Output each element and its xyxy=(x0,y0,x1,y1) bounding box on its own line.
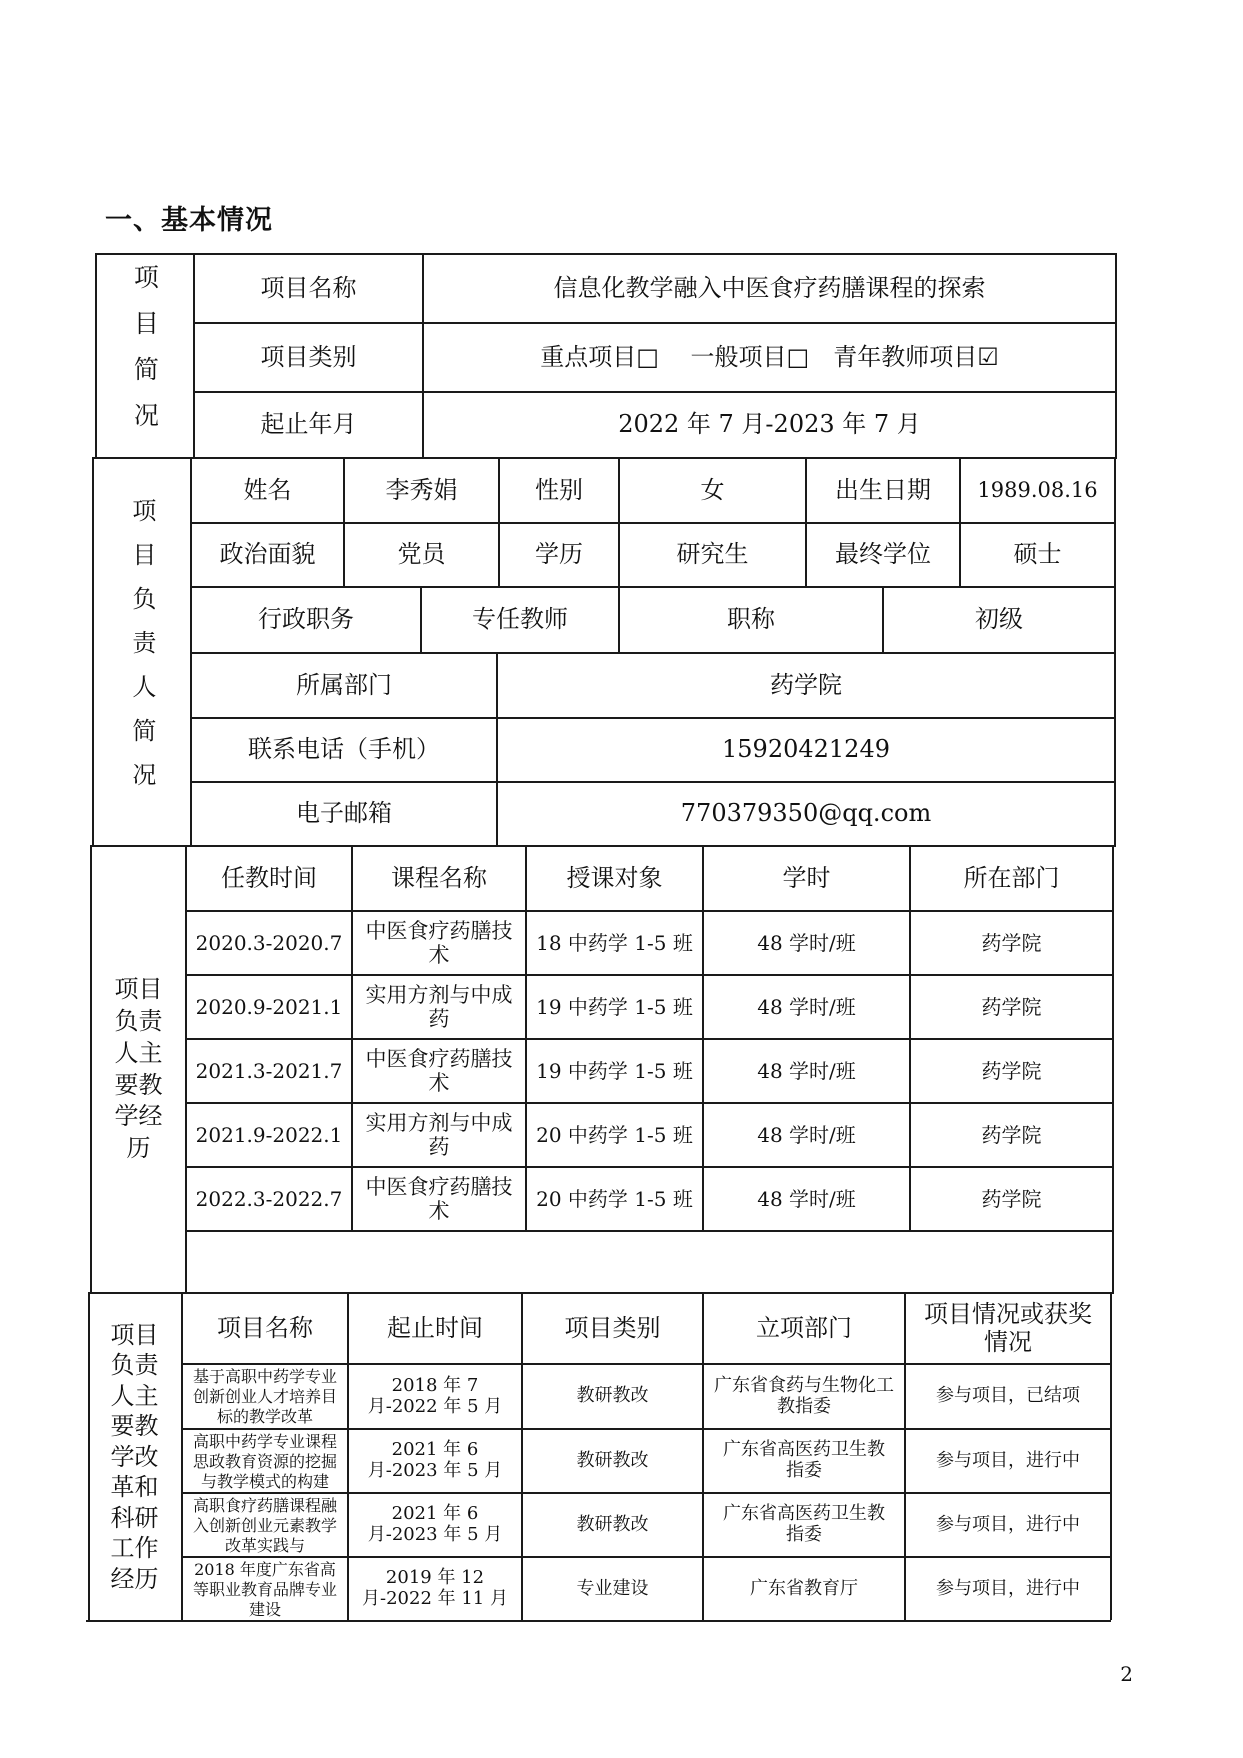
research-header: 项目情况或获奖情况 xyxy=(924,1299,1092,1356)
research-status: 参与项目，已结项 xyxy=(936,1385,1080,1407)
leader-phone: 15920421249 xyxy=(722,735,890,764)
research-period: 2019 年 12 月-2022 年 11 月 xyxy=(362,1567,508,1609)
teaching-course: 中医食疗药膳技术 xyxy=(365,1046,513,1095)
research-header: 项目名称 xyxy=(217,1313,313,1342)
teaching-header: 学时 xyxy=(782,863,831,892)
leader-admin: 专任教师 xyxy=(472,605,568,634)
teaching-hours: 48 学时/班 xyxy=(757,1058,856,1083)
teaching-dept: 药学院 xyxy=(981,1186,1042,1211)
teaching-course: 中医食疗药膳技术 xyxy=(365,1174,513,1223)
project-type-label: 项目类别 xyxy=(260,342,357,371)
research-status: 参与项目，进行中 xyxy=(936,1513,1080,1535)
teaching-time: 2022.3-2022.7 xyxy=(195,1186,343,1211)
research-type: 教研教改 xyxy=(576,1449,649,1471)
leader-phone-label: 联系电话（手机） xyxy=(248,735,440,764)
research-project-name: 基于高职中药学专业创新创业人才培养目标的教学改革 xyxy=(192,1367,337,1426)
leader-name-label: 姓名 xyxy=(243,475,292,504)
leader-name: 李秀娟 xyxy=(385,475,458,504)
leader-degree: 硕士 xyxy=(1013,540,1062,569)
leader-dept-label: 所属部门 xyxy=(296,670,392,699)
leader-degree-label: 最终学位 xyxy=(835,540,931,569)
leader-birth-label: 出生日期 xyxy=(835,475,931,504)
research-period: 2021 年 6 月-2023 年 5 月 xyxy=(367,1503,503,1545)
leader-label: 项目负责人简况 xyxy=(127,498,156,806)
teaching-target: 18 中药学 1-5 班 xyxy=(536,930,693,955)
teaching-header: 授课对象 xyxy=(566,863,663,892)
teaching-dept: 药学院 xyxy=(981,1122,1042,1147)
teaching-target: 19 中药学 1-5 班 xyxy=(536,994,693,1019)
research-label: 项目负责人主要教学改革和科研工作经历 xyxy=(110,1320,159,1593)
teaching-course: 中医食疗药膳技术 xyxy=(365,918,513,967)
teaching-time: 2020.3-2020.7 xyxy=(195,930,343,955)
teaching-hours: 48 学时/班 xyxy=(757,994,856,1019)
leader-gender: 女 xyxy=(700,475,725,504)
leader-gender-label: 性别 xyxy=(535,475,583,504)
project-name-value: 信息化教学融入中医食疗药膳课程的探索 xyxy=(553,273,986,302)
research-dept: 广东省高医药卫生教指委 xyxy=(723,1439,885,1481)
research-type: 教研教改 xyxy=(576,1513,649,1535)
teaching-header: 课程名称 xyxy=(391,863,487,892)
teaching-hours: 48 学时/班 xyxy=(757,1186,856,1211)
teaching-course: 实用方剂与中成药 xyxy=(365,982,513,1031)
research-period: 2021 年 6 月-2023 年 5 月 xyxy=(367,1439,503,1481)
research-project-name: 2018 年度广东省高等职业教育品牌专业建设 xyxy=(192,1560,337,1619)
leader-politics: 党员 xyxy=(397,540,446,569)
leader-email-label: 电子邮箱 xyxy=(296,799,392,828)
teaching-hours: 48 学时/班 xyxy=(757,930,856,955)
research-type: 专业建设 xyxy=(576,1577,649,1599)
research-dept: 广东省高医药卫生教指委 xyxy=(723,1503,885,1545)
teaching-target: 20 中药学 1-5 班 xyxy=(536,1186,693,1211)
project-summary-label: 项目简况 xyxy=(130,264,160,448)
teaching-header: 所在部门 xyxy=(963,863,1060,892)
leader-education-label: 学历 xyxy=(535,540,583,569)
project-name-label: 项目名称 xyxy=(260,273,357,302)
teaching-hours: 48 学时/班 xyxy=(757,1122,856,1147)
project-period-value: 2022 年 7 月-2023 年 7 月 xyxy=(618,410,921,439)
teaching-dept: 药学院 xyxy=(981,1058,1042,1083)
leader-birth: 1989.08.16 xyxy=(977,478,1098,503)
research-status: 参与项目，进行中 xyxy=(936,1577,1080,1599)
teaching-time: 2021.3-2021.7 xyxy=(195,1058,343,1083)
leader-politics-label: 政治面貌 xyxy=(219,540,316,569)
research-type: 教研教改 xyxy=(576,1385,649,1407)
leader-education: 研究生 xyxy=(676,540,749,569)
research-project-name: 高职中药学专业课程思政教育资源的挖掘与教学模式的构建 xyxy=(192,1432,337,1491)
leader-title-label: 职称 xyxy=(727,605,775,634)
leader-dept: 药学院 xyxy=(770,670,842,699)
teaching-target: 19 中药学 1-5 班 xyxy=(536,1058,693,1083)
teaching-header: 任教时间 xyxy=(221,863,317,892)
research-dept: 广东省教育厅 xyxy=(750,1577,858,1599)
research-project-name: 高职食疗药膳课程融入创新创业元素教学改革实践与 xyxy=(192,1496,337,1555)
teaching-dept: 药学院 xyxy=(981,930,1042,955)
project-type-value: 重点项目□ 一般项目□ 青年教师项目☑ xyxy=(540,342,999,371)
research-status: 参与项目，进行中 xyxy=(936,1449,1080,1471)
teaching-course: 实用方剂与中成药 xyxy=(365,1110,513,1159)
research-dept: 广东省食药与生物化工教指委 xyxy=(714,1374,894,1417)
leader-title: 初级 xyxy=(975,605,1023,634)
teaching-dept: 药学院 xyxy=(981,994,1042,1019)
teaching-target: 20 中药学 1-5 班 xyxy=(536,1122,693,1147)
project-period-label: 起止年月 xyxy=(260,410,357,439)
page-number: 2 xyxy=(1120,1662,1133,1686)
research-period: 2018 年 7 月-2022 年 5 月 xyxy=(367,1374,503,1417)
research-header: 立项部门 xyxy=(756,1313,852,1342)
leader-admin-label: 行政职务 xyxy=(258,605,354,634)
research-header: 起止时间 xyxy=(387,1313,483,1342)
leader-email: 770379350@qq.com xyxy=(680,799,932,828)
teaching-time: 2020.9-2021.1 xyxy=(195,994,343,1019)
teaching-time: 2021.9-2022.1 xyxy=(195,1122,343,1147)
section-title: 一、基本情况 xyxy=(105,205,273,236)
research-header: 项目类别 xyxy=(564,1313,661,1342)
teaching-label: 项目负责人主要教学经历 xyxy=(114,975,163,1162)
